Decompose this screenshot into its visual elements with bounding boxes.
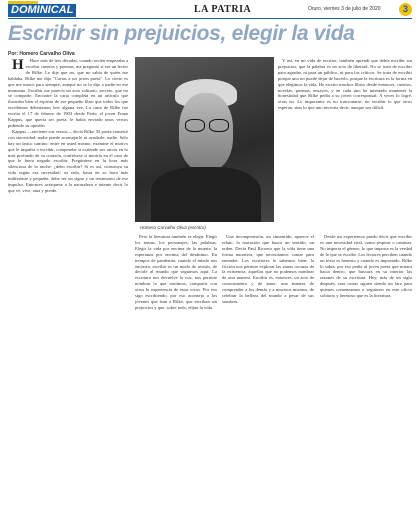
article-column-4 [222,234,314,516]
newspaper-name: LA PATRIA [194,4,252,15]
column-3-text: Pero la literatura también es elegir. Elegir los temas, los personajes, las palabras. Elegir la vida por encima de la muerte, la esperanza por encima del desánimo. En tiempos de pandemia, cuando el miedo nos encierra, escribir es un modo de resistir, de decirle al mundo que seguimos aquí. La escritura nos devuelve la voz, nos permite nombrar lo que sentimos, compartir con otros la experiencia de estar vivos. Por eso sigo escribiendo, por eso aconsejo a los jóvenes que lean a Rilke, que escriban sin prejuicios y que, sobre todo, elijan la vida. [135,234,217,310]
photo-face [179,93,233,171]
drop-cap: H [12,58,24,73]
author-photo-main [135,57,274,222]
byline: Por: Homero Carvalho Oliva [8,51,75,57]
header-rule [8,18,412,19]
section-logo: DOMINICAL [8,4,76,17]
article-column-3 [135,234,217,516]
photo-shoulders [151,167,261,222]
photo-caption: Homero Carvalho Oliva (escritor) [140,225,206,230]
masthead [8,4,412,18]
article-column-2 [278,58,412,228]
column-1b-text: Kappus —envíeme sus versos— decía Rilke. El poeta contestó con sinceridad: nadie puede aconsejarle ni ayudarle, nadie. Sólo hay un único camino: entre en usted mismo, examine el motivo que le impulsa a escribir, compruebe si extiende sus raíces en lo más profundo de su corazón, confiésese si moriría en el caso de que le fuera negado escribir. Pregúntese en la hora más silenciosa de la noche: ¿debo escribir? Si es así, construya su vida según esa necesidad; su vida, hasta en su hora más indiferente y pequeña, debe ser un signo y un testimonio de ese impulso. Entonces acérquese a la naturaleza e intente decir lo que ve, vive, ama y pierde. [8,128,128,193]
column-2-text: Y así, en mi vida de escritor, también aprendí que debía escribir sin prejuicios, que la palabra es un acto de libertad. No se trata de escribir para agradar, ni para un público, ni para los críticos. Se trata de escribir porque uno no puede dejar de hacerlo, porque la escritura es la forma en que elegimos la vida. He escrito muchos libros desde entonces, cuentos, novelas, poemas, ensayos, y en cada uno he intentado mantener la honestidad que Rilke pedía a su joven corresponsal. A veces lo logré, otras no. Lo importante es no traicionarse, no escribir lo que otros esperan, sino lo que uno necesita decir, aunque sea difícil. [278,58,412,111]
page-number-badge: 3 [399,3,412,16]
dateline: Oruro, viernes 3 de julio de 2020 [308,6,381,12]
photo-glasses-left [185,119,205,132]
article-column-5 [320,234,412,516]
headline: Escribir sin prejuicios, elegir la vida [8,22,355,45]
article-column-1 [8,58,128,516]
column-1-text: Hace más de tres décadas, cuando recién empezaba a escribir cuentos y poemas, me preguntó si era un lector de Rilke. Le dije que no, que no sabía de quién me hablaba. Rilke me dijo "Cartas a un joven poeta". Lo cierto es que me marcó para siempre, aunque no se lo dije a nadie en ese momento. Escribir me parecía un acto solitario, secreto, que no se comparte. Encontré la carta completa en un artículo que ilustraba bien el espíritu de ese pequeño libro que todos los que escribimos deberíamos leer alguna vez. La carta de Rilke fue escrita el 17 de febrero de 1903 desde París; el joven Franz Kappus, que quería ser poeta, le había enviado unos versos pidiendo su opinión. [8,58,128,128]
column-4-text: Una incomprensión, un sinsentido, aparece el relato, la narración que busca un sentido, un orden. Decía Paul Ricoeur que la vida tiene una forma narrativa, que necesitamos contar para entender. Los escritores lo sabemos bien: la ficción nos permite explorar las zonas oscuras de la existencia, aquellas que no podemos nombrar de otra manera. Escribir es, entonces, un acto de conocimiento y de amor, una manera de comprender a los demás y a nosotros mismos, de celebrar la belleza del mundo a pesar de sus sombras. [222,234,314,304]
column-5-text: Desde mi experiencia puedo decir que escribir es una necesidad vital, como respirar o caminar. No importa el género, lo que importa es la verdad de lo que se escribe. Los lectores perciben cuando un texto es honesto y cuando es impostado. Rilke lo sabía, por eso pedía al joven poeta que mirara hacia dentro, que buscara en su interior las razones de su escritura. Hoy, más de un siglo después, esas cartas siguen siendo un faro para quienes comenzamos o seguimos en este oficio solitario y hermoso que es la literatura. [320,234,412,299]
photo-glasses-right [209,119,229,132]
